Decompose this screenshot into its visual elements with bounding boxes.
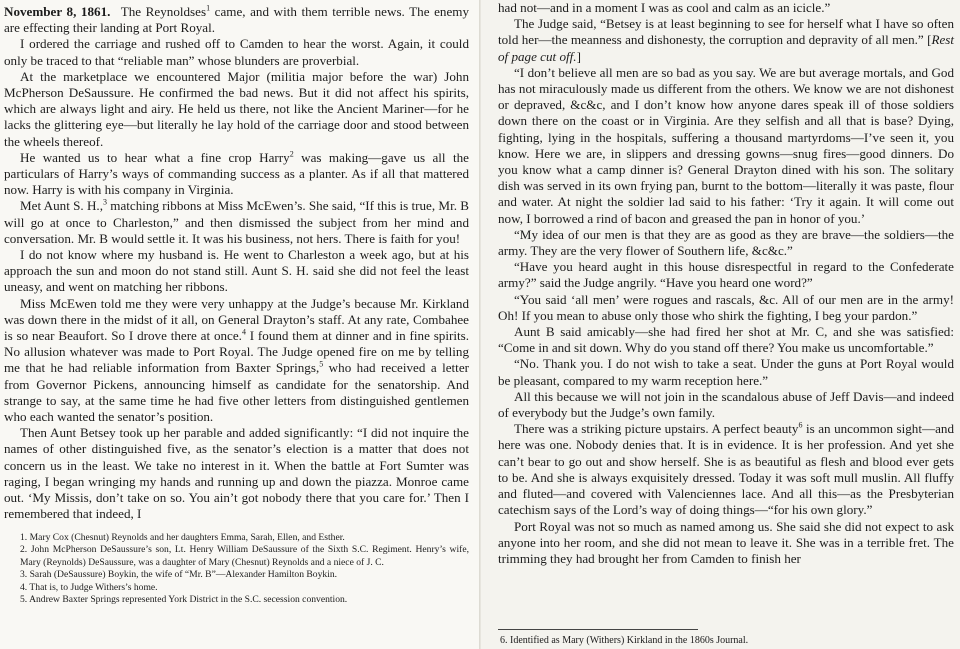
paragraph: He wanted us to hear what a fine crop Harry$^2$ was making—gave us all the particulars of Harry’s ways of commanding success as a planter. As if all that mattered now. Harry is with his company in Virginia. bbox=[4, 149, 469, 198]
paragraph: Met Aunt S. H.,$^3$ matching ribbons at Miss McEwen’s. She said, “If this is true, Mr. B will go at once to Charleston,” and then dismissed the subject from her mind and conversation. Mr. B would settle it. It was his business, not hers. There is faith for you! bbox=[4, 198, 469, 246]
footnote-marker: 2 bbox=[289, 149, 294, 159]
footnote-rule bbox=[498, 629, 698, 630]
right-body-text bbox=[498, 0, 954, 567]
footnote-marker: 3 bbox=[102, 198, 107, 208]
footnote: 3. Sarah (DeSaussure) Boykin, the wife of “Mr. B”—Alexander Hamilton Boykin. bbox=[20, 569, 338, 581]
entry-date: November 8, 1861. bbox=[4, 4, 111, 19]
paragraph: Then Aunt Betsey took up her parable and added significantly: “I did not inquire the names of other distinguished five, as the senator’s election is a matter that does not concern us in the least. We take no interest in it. When the battle at Fort Sumter was raging, I began wringing my hands and running up and down the piazza. Monroe came out. ‘My Missis, don’t take on so. You ain’t got nobody there that you care for.’ Then I remembered that indeed, I bbox=[4, 425, 469, 522]
paragraph: “No. Thank you. I do not wish to take a seat. Under the guns at Port Royal would be pleasant, compared to my warm reception here.” bbox=[498, 356, 954, 388]
footnote: 2. John McPherson DeSaussure’s son, Lt. Henry William DeSaussure of the Sixth S.C. Regiment. Henry’s wife, Mary (Reynolds) DeSaussure, was a daughter of Mary (Chesnut) Reynolds and a niece of J. C. bbox=[20, 544, 469, 568]
footnote: 1. Mary Cox (Chesnut) Reynolds and her daughters Emma, Sarah, Ellen, and Esther. bbox=[20, 531, 345, 543]
paragraph: “Have you heard aught in this house disrespectful in regard to the Confederate army?” said the Judge angrily. “Have you heard one word?” bbox=[498, 259, 954, 291]
paragraph: Miss McEwen told me they were very unhappy at the Judge’s because Mr. Kirkland was down there in the midst of it all, on General Drayton’s staff. At any rate, Combahee is so near Beaufort. So I drove there at once.$^4$ I found them at dinner and in fine spirits. No allusion whatever was made to Port Royal. The Judge opened fire on me by telling me that he had reliable information from Baxter Springs,$^5$ who had received a letter from Governor Pickens, announcing himself as candidate for the senatorship. And strange to say, at the same time he had five other letters from distinguished gentlemen who each wanted the senator’s position. bbox=[4, 295, 469, 425]
paragraph: November 8, 1861. The Reynoldses$^1$ came, and with them terrible news. The enemy are effecting their landing at Port Royal. bbox=[4, 3, 469, 36]
footnote: 5. Andrew Baxter Springs represented York District in the S.C. secession convention. bbox=[20, 594, 348, 606]
paragraph: Aunt B said amicably—she had fired her shot at Mr. C, and she was satisfied: “Come in and sit down. Why do you stand off there? You make us uncomfortable.” bbox=[498, 324, 954, 356]
footnote-marker: 5 bbox=[319, 360, 324, 370]
left-footnotes bbox=[4, 532, 469, 608]
paragraph: “My idea of our men is that they are as good as they are brave—the soldiers—the army. They are the very flower of Southern life, &c&c.” bbox=[498, 226, 954, 259]
paragraph: At the marketplace we encountered Major (militia major before the war) John McPherson DeSaussure. He confirmed the bad news. But it did not affect his spirits, which are always light and airy. He held us there, not like the Ancient Mariner—for he lacks the glittering eye—but literally he lay hold of the carriage door and stood between the wheels thereof. bbox=[4, 68, 469, 149]
paragraph: There was a striking picture upstairs. A perfect beauty$^6$ is an uncommon sight—and here was one. Nobody denies that. It is in evidence. It is her profession. And yet she can’t bear to go out and show herself. She is as beautiful as flesh and blood ever gets to be. And she is always exquisitely dressed. Today it was soft mull muslin. All fluffy and fluted—and covered with Valenciennes lace. And all this—as the Presbyterian catechism says of the Lord’s way of doing things—“for his own glory.” bbox=[498, 420, 954, 518]
paragraph: I ordered the carriage and rushed off to Camden to hear the worst. Again, it could only be traced to that “reliable man” whose blunders are proverbial. bbox=[4, 36, 469, 68]
left-body-text bbox=[4, 4, 469, 523]
footnote-marker: 6 bbox=[798, 420, 803, 430]
right-column bbox=[481, 0, 960, 649]
paragraph: “I don’t believe all men are so bad as you say. We are but average mortals, and God has not miraculously made us different from the others. We know we are not dishonest or depraved, &c&c, and I don’t know how anyone dares speak ill of those soldiers down there on the coast or in Virginia. Are they selfish and all that is base? Dying, fighting, lying in the hospitals, suffering a thousand martyrdoms—I’ve seen it, you know. Here we are, in slippers and dressing gowns—snug fires—good dinners. Do you know what a camp dinner is? General Drayton dined with his son. The solitary dish was served in its own frying pan, burnt to the bottom—literally it was paste, flour and water. At night the soldier lad said to his father: ‘Try it again. It will come out now, I borrowed a rind of bacon and greased the pan in honor of you.’ bbox=[498, 64, 954, 226]
footnote: 4. That is, to Judge Withers’s home. bbox=[20, 581, 158, 593]
paragraph: Port Royal was not so much as named among us. She said she did not expect to ask anyone into her room, and she did not mean to leave it. She was in a terrible fret. The trimming they had brought her from Camden to finish her bbox=[498, 518, 954, 566]
paragraph: I do not know where my husband is. He went to Charleston a week ago, but at his approach the sun and moon do not stand still. Aunt S. H. said she did not feel the least uneasy, and went on matching her ribbons. bbox=[4, 247, 469, 295]
footnote-marker: 1 bbox=[206, 3, 211, 13]
paragraph: All this because we will not join in the scandalous abuse of Jeff Davis—and indeed of everybody but the Judge’s own family. bbox=[498, 388, 954, 421]
paragraph: “You said ‘all men’ were rogues and rascals, &c. All of our men are in the army! Oh! If you mean to abuse only those who shirk the fighting, I beg your pardon.” bbox=[498, 291, 954, 323]
paragraph: had not—and in a moment I was as cool and calm as an icicle.” bbox=[498, 0, 831, 15]
footnote-marker: 4 bbox=[241, 327, 246, 337]
editorial-note: Rest of page cut off. bbox=[498, 32, 954, 64]
paragraph: The Judge said, “Betsey is at least beginning to see for herself what I have so often told her—the meanness and dishonesty, the corruption and depravity of all men.” [Rest of page cut off.] bbox=[498, 16, 954, 64]
right-footnote: 6. Identified as Mary (Withers) Kirkland in the 1860s Journal. bbox=[500, 635, 749, 646]
